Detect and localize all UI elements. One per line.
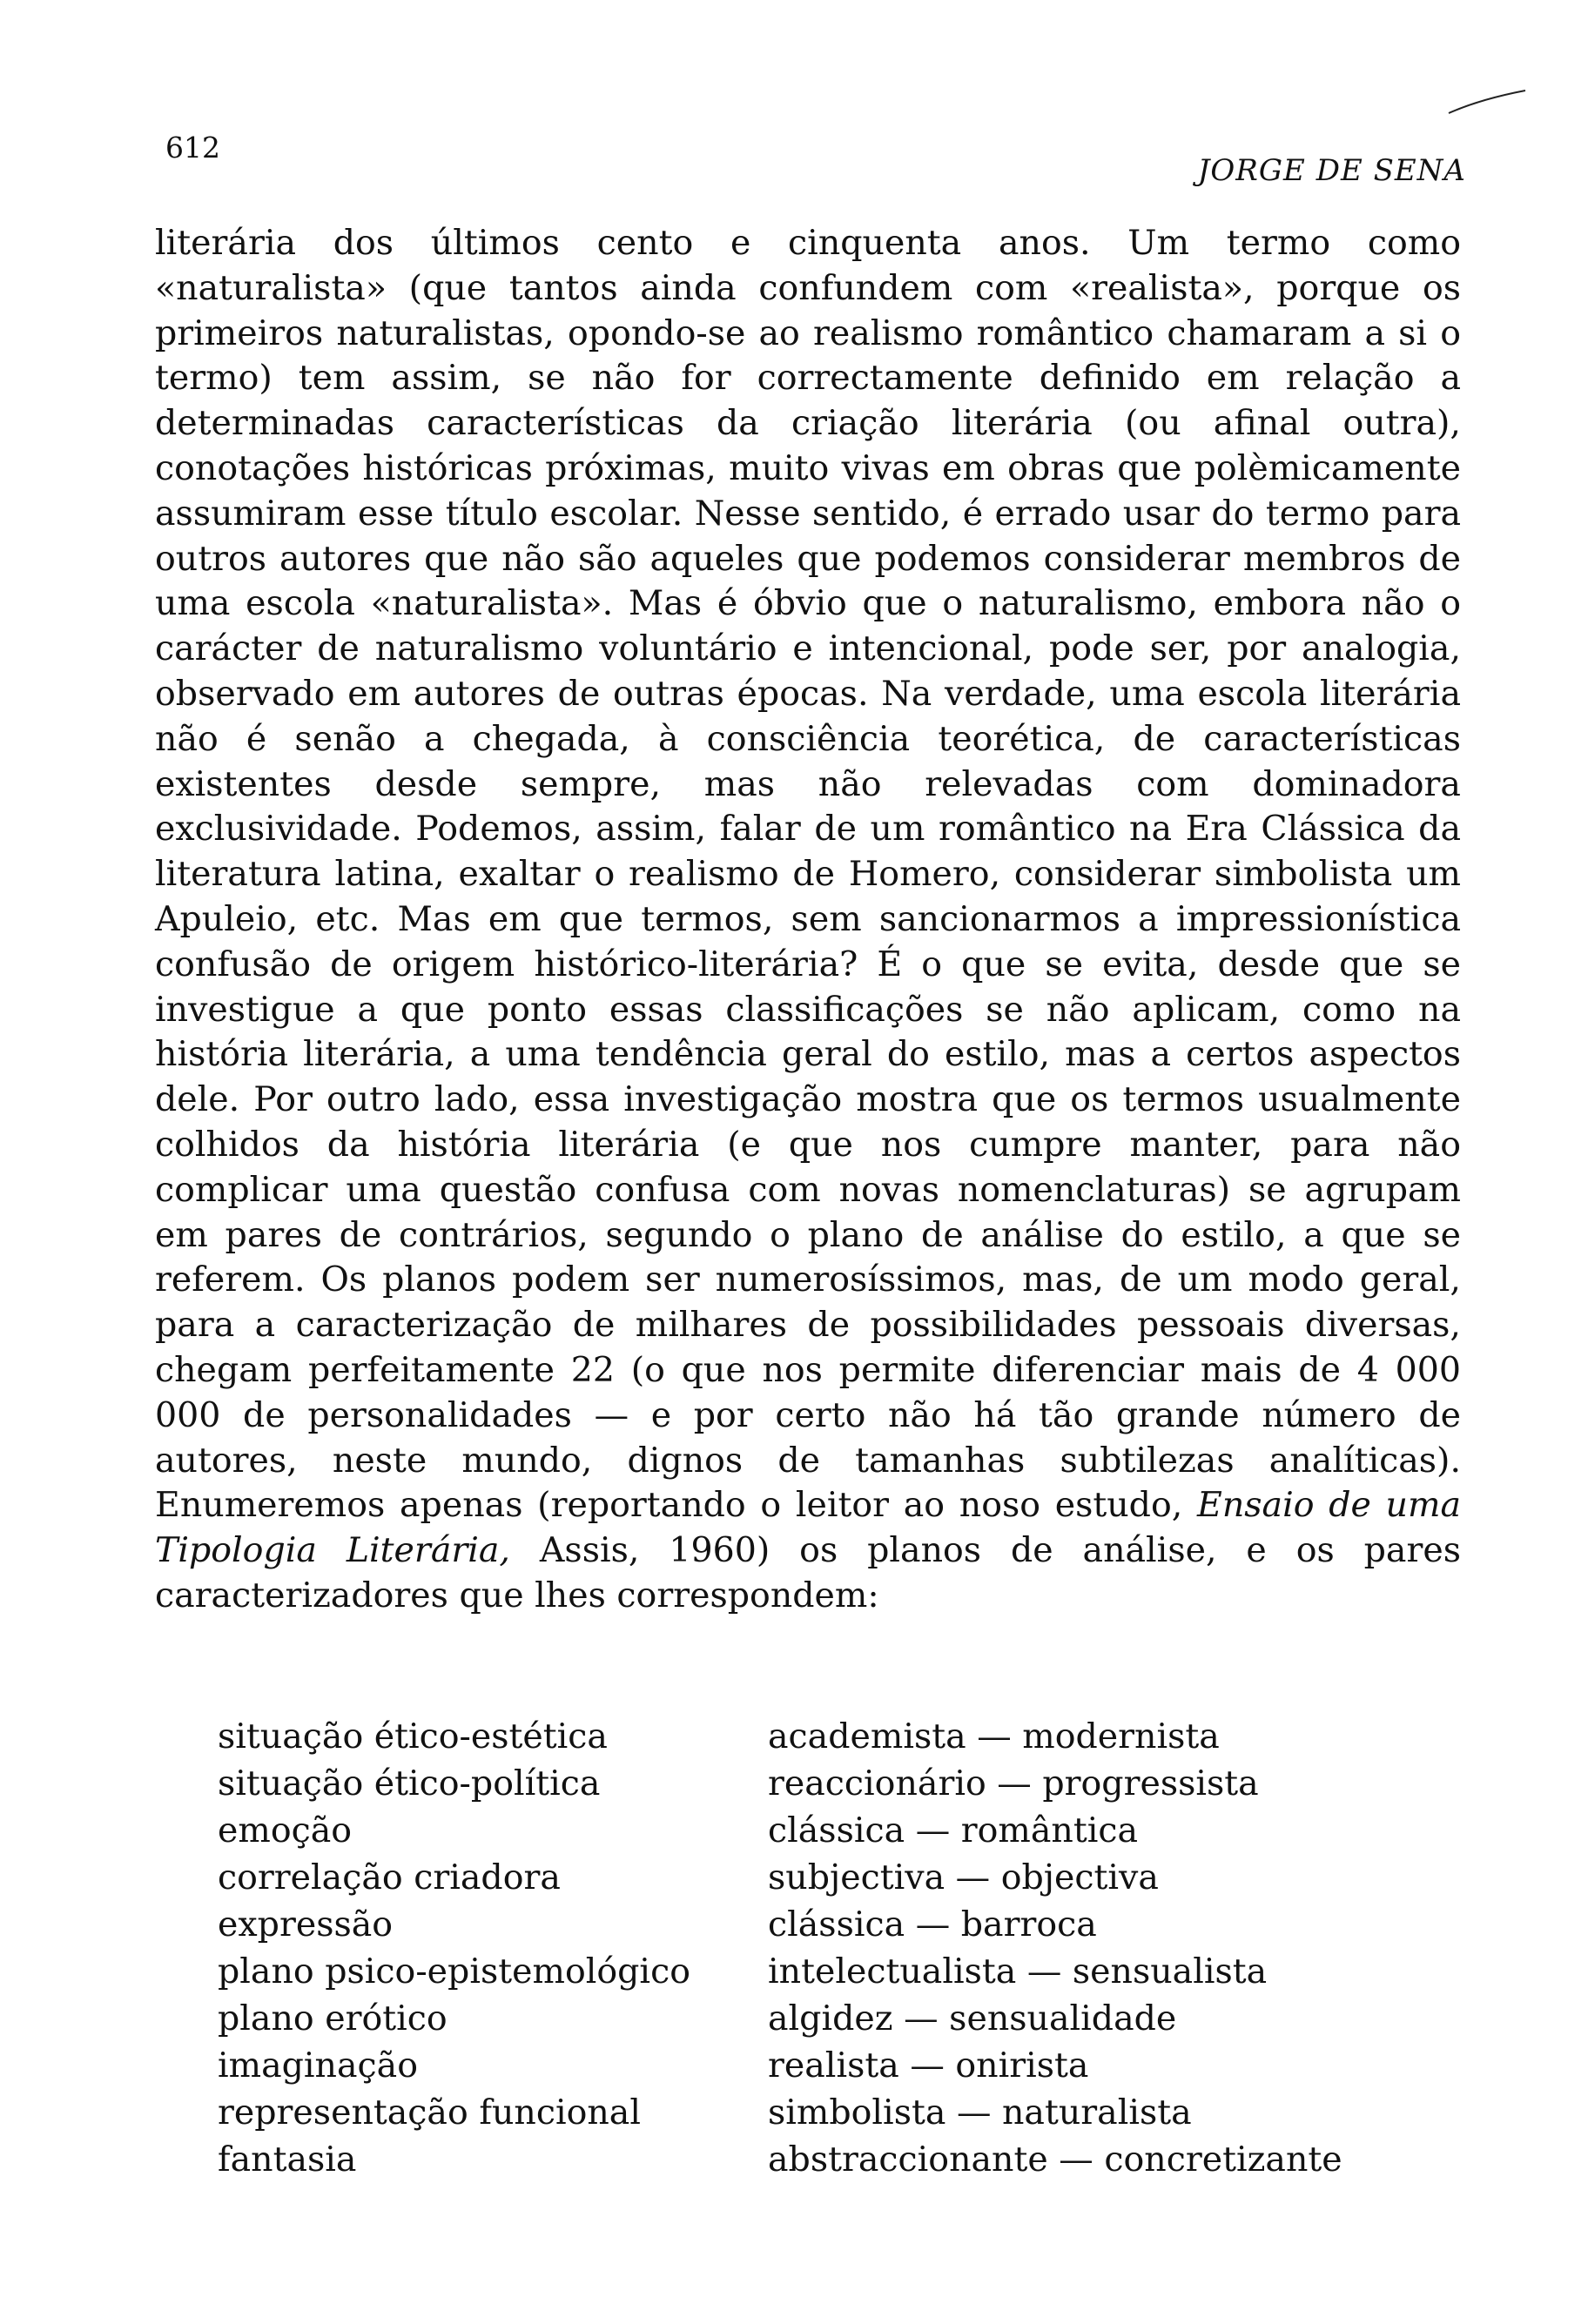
analysis-plane: plano erótico <box>218 1998 447 2039</box>
analysis-plane: representação funcional <box>218 2092 641 2133</box>
analysis-plane: plano psico-epistemológico <box>218 1951 690 1992</box>
analysis-plane: situação ético-política <box>218 1763 601 1803</box>
pen-mark <box>1445 84 1532 118</box>
analysis-plane: fantasia <box>218 2139 357 2180</box>
analysis-plane: correlação criadora <box>218 1857 561 1897</box>
analysis-plane: imaginação <box>218 2045 418 2086</box>
list-item <box>218 1948 1437 1995</box>
characterizing-pair: realista — onirista <box>768 2045 1089 2086</box>
list-item <box>218 1995 1437 2042</box>
analysis-plane: situação ético-estética <box>218 1716 608 1756</box>
analysis-plane: expressão <box>218 1904 394 1945</box>
list-item <box>218 1760 1437 1807</box>
characterizing-pair: reaccionário — progressista <box>768 1763 1259 1803</box>
characterizing-pair: abstraccionante — concretizante <box>768 2139 1342 2180</box>
list-item <box>218 1854 1437 1901</box>
characterizing-pair: intelectualista — sensualista <box>768 1951 1268 1992</box>
list-item <box>218 2089 1437 2136</box>
list-item <box>218 2042 1437 2089</box>
body-paragraph <box>155 221 1461 1619</box>
analysis-plane: emoção <box>218 1810 353 1850</box>
characterizing-pair: subjectiva — objectiva <box>768 1857 1159 1897</box>
list-item <box>218 1713 1437 1760</box>
characterizing-pair: simbolista — naturalista <box>768 2092 1192 2133</box>
running-head: JORGE DE SENA <box>1197 153 1466 188</box>
characterizing-pair: clássica — barroca <box>768 1904 1097 1945</box>
characterizing-pair: algidez — sensualidade <box>768 1998 1177 2039</box>
list-item <box>218 1901 1437 1948</box>
body-text-part-1: literária dos últimos cento e cinquenta anos. Um termo como «naturalista» (que tantos ainda confundem com «realista», porque os primeiros naturalistas, opondo-se ao realismo romântico chamaram a si o termo) tem assim, se não for correctamente definido em relação a determinadas características da criação literária (ou afinal outra), conotações históricas próximas, muito vivas em obras que polèmicamente assumiram esse título escolar. Nesse sentido, é errado usar do termo para outros autores que não são aqueles que podemos considerar membros de uma escola «naturalista». Mas é óbvio que o naturalismo, embora não o carácter de naturalismo voluntário e intencional, pode ser, por analogia, observado em autores de outras épocas. Na verdade, uma escola literária não é senão a chegada, à consciência teorética, de características existentes desde sempre, mas não relevadas com dominadora exclusividade. Podemos, assim, falar de um romântico na Era Clássica da literatura latina, exaltar o realismo de Homero, considerar simbolista um Apuleio, etc. Mas em que termos, sem sancionarmos a impressionística confusão de origem histórico-literária? É o que se evita, desde que se investigue a que ponto essas classificações se não aplicam, como na história literária, a uma tendência geral do estilo, mas a certos aspectos dele. Por outro lado, essa investigação mostra que os termos usualmente colhidos da história literária (e que nos cumpre manter, para não complicar uma questão confusa com novas nomenclaturas) se agrupam em pares de contrários, segundo o plano de análise do estilo, a que se referem. Os planos podem ser numerosíssimos, mas, de um modo geral, para a caracterização de milhares de possibilidades pessoais diversas, chegam perfeitamente 22 (o que nos permite diferenciar mais de 4 000 000 de personalidades — e por certo não há tão grande número de autores, neste mundo, dignos de tamanhas subtilezas analíticas). Enumeremos apenas (reportando o leitor ao noso estudo, <box>155 223 1461 1526</box>
list-item <box>218 1807 1437 1854</box>
planes-and-pairs-list <box>218 1713 1437 2183</box>
characterizing-pair: clássica — romântica <box>768 1810 1139 1850</box>
book-title: Ensaio de uma Tipologia Literária, <box>155 1485 1461 1571</box>
page-number: 612 <box>165 131 220 165</box>
characterizing-pair: academista — modernista <box>768 1716 1220 1756</box>
body-text-part-2: Assis, 1960) os planos de análise, e os pares caracterizadores que lhes correspondem: <box>155 1530 1461 1615</box>
list-item <box>218 2136 1437 2183</box>
